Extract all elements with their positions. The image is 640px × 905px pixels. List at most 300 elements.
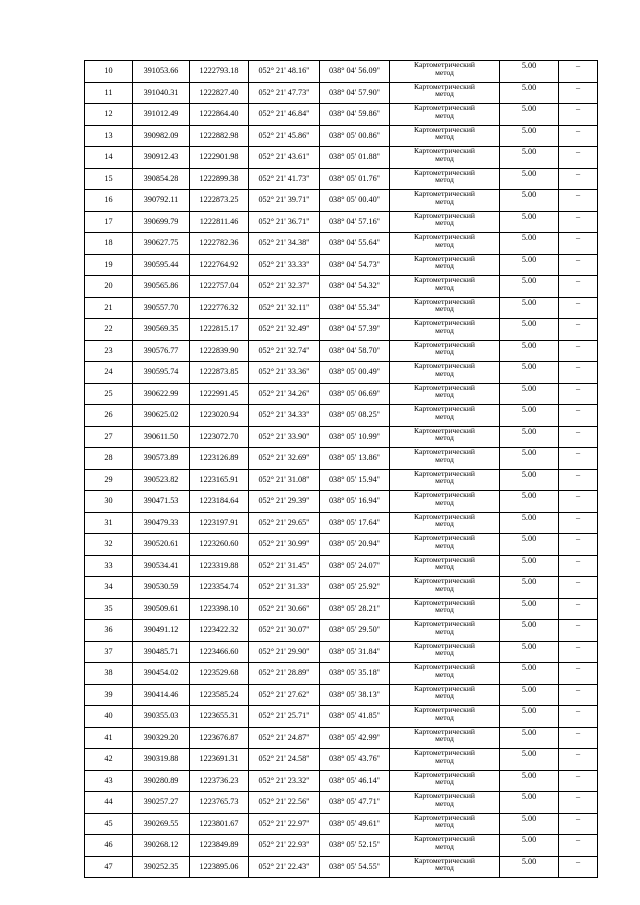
- method-line-1: Картометрический: [414, 791, 475, 800]
- latitude-cell: 052° 21' 30.07": [249, 620, 320, 642]
- point-number-cell: 17: [85, 211, 133, 233]
- longitude-cell: 038° 05' 31.84": [320, 641, 390, 663]
- table-row: [85, 684, 598, 706]
- method-line-1: Картометрический: [414, 469, 475, 478]
- method-cell: [390, 835, 500, 857]
- x-coordinate-cell: 390792.11: [133, 190, 190, 212]
- latitude-cell: 052° 21' 31.45": [249, 555, 320, 577]
- longitude-cell: 038° 05' 06.69": [320, 383, 390, 405]
- note-cell: –: [559, 491, 598, 513]
- point-number-cell: 16: [85, 190, 133, 212]
- note-cell: –: [559, 340, 598, 362]
- point-number-cell: 20: [85, 276, 133, 298]
- method-line-1: Картометрический: [414, 490, 475, 499]
- point-number-cell: 26: [85, 405, 133, 427]
- method-cell: [390, 125, 500, 147]
- accuracy-cell: 5.00: [500, 620, 559, 642]
- method-line-2: метод: [435, 626, 454, 636]
- note-cell: –: [559, 749, 598, 771]
- table-row: [85, 727, 598, 749]
- point-number-cell: 47: [85, 856, 133, 878]
- method-line-2: метод: [435, 863, 454, 873]
- longitude-cell: 038° 05' 13.86": [320, 448, 390, 470]
- longitude-cell: 038° 05' 01.76": [320, 168, 390, 190]
- method-line-2: метод: [435, 841, 454, 851]
- note-cell: –: [559, 147, 598, 169]
- method-line-1: Картометрический: [414, 598, 475, 607]
- accuracy-cell: 5.00: [500, 61, 559, 83]
- point-number-cell: 37: [85, 641, 133, 663]
- y-coordinate-cell: 1222839.90: [190, 340, 249, 362]
- accuracy-cell: 5.00: [500, 362, 559, 384]
- method-line-2: метод: [435, 282, 454, 292]
- accuracy-cell: 5.00: [500, 383, 559, 405]
- accuracy-cell: 5.00: [500, 770, 559, 792]
- point-number-cell: 45: [85, 813, 133, 835]
- note-cell: –: [559, 534, 598, 556]
- point-number-cell: 41: [85, 727, 133, 749]
- method-line-1: Картометрический: [414, 684, 475, 693]
- method-cell: [390, 706, 500, 728]
- method-cell: [390, 663, 500, 685]
- note-cell: –: [559, 168, 598, 190]
- point-number-cell: 28: [85, 448, 133, 470]
- point-number-cell: 44: [85, 792, 133, 814]
- table-row: [85, 168, 598, 190]
- method-cell: [390, 577, 500, 599]
- latitude-cell: 052° 21' 46.84": [249, 104, 320, 126]
- point-number-cell: 23: [85, 340, 133, 362]
- note-cell: –: [559, 856, 598, 878]
- method-line-1: Картометрический: [414, 619, 475, 628]
- method-line-1: Картометрический: [414, 211, 475, 220]
- longitude-cell: 038° 05' 47.71": [320, 792, 390, 814]
- table-row: [85, 749, 598, 771]
- table-row: [85, 835, 598, 857]
- x-coordinate-cell: 390569.35: [133, 319, 190, 341]
- method-line-2: метод: [435, 562, 454, 572]
- point-number-cell: 39: [85, 684, 133, 706]
- point-number-cell: 38: [85, 663, 133, 685]
- method-line-2: метод: [435, 712, 454, 722]
- latitude-cell: 052° 21' 47.73": [249, 82, 320, 104]
- note-cell: –: [559, 319, 598, 341]
- y-coordinate-cell: 1222899.38: [190, 168, 249, 190]
- point-number-cell: 43: [85, 770, 133, 792]
- table-row: [85, 663, 598, 685]
- method-line-1: Картометрический: [414, 361, 475, 370]
- point-number-cell: 34: [85, 577, 133, 599]
- longitude-cell: 038° 04' 54.32": [320, 276, 390, 298]
- method-line-2: метод: [435, 648, 454, 658]
- method-line-1: Картометрический: [414, 813, 475, 822]
- accuracy-cell: 5.00: [500, 598, 559, 620]
- method-cell: [390, 856, 500, 878]
- accuracy-cell: 5.00: [500, 792, 559, 814]
- table-row: [85, 319, 598, 341]
- y-coordinate-cell: 1222811.46: [190, 211, 249, 233]
- point-number-cell: 11: [85, 82, 133, 104]
- method-line-2: метод: [435, 153, 454, 163]
- table-row: [85, 104, 598, 126]
- latitude-cell: 052° 21' 48.16": [249, 61, 320, 83]
- accuracy-cell: 5.00: [500, 512, 559, 534]
- y-coordinate-cell: 1222873.85: [190, 362, 249, 384]
- latitude-cell: 052° 21' 33.36": [249, 362, 320, 384]
- y-coordinate-cell: 1223319.88: [190, 555, 249, 577]
- x-coordinate-cell: 390268.12: [133, 835, 190, 857]
- method-line-2: метод: [435, 261, 454, 271]
- table-row: [85, 792, 598, 814]
- latitude-cell: 052° 21' 22.93": [249, 835, 320, 857]
- table-row: [85, 598, 598, 620]
- method-cell: [390, 340, 500, 362]
- note-cell: –: [559, 405, 598, 427]
- point-number-cell: 33: [85, 555, 133, 577]
- table-row: [85, 340, 598, 362]
- y-coordinate-cell: 1223020.94: [190, 405, 249, 427]
- note-cell: –: [559, 813, 598, 835]
- table-row: [85, 233, 598, 255]
- accuracy-cell: 5.00: [500, 405, 559, 427]
- note-cell: –: [559, 792, 598, 814]
- method-cell: [390, 749, 500, 771]
- method-cell: [390, 61, 500, 83]
- latitude-cell: 052° 21' 31.33": [249, 577, 320, 599]
- method-line-2: метод: [435, 196, 454, 206]
- method-cell: [390, 104, 500, 126]
- latitude-cell: 052° 21' 32.11": [249, 297, 320, 319]
- method-line-2: метод: [435, 734, 454, 744]
- y-coordinate-cell: 1223197.91: [190, 512, 249, 534]
- latitude-cell: 052° 21' 36.71": [249, 211, 320, 233]
- table-row: [85, 297, 598, 319]
- note-cell: –: [559, 512, 598, 534]
- latitude-cell: 052° 21' 33.33": [249, 254, 320, 276]
- y-coordinate-cell: 1222882.98: [190, 125, 249, 147]
- y-coordinate-cell: 1223801.67: [190, 813, 249, 835]
- table-row: [85, 82, 598, 104]
- method-line-2: метод: [435, 540, 454, 550]
- point-number-cell: 13: [85, 125, 133, 147]
- longitude-cell: 038° 05' 49.61": [320, 813, 390, 835]
- y-coordinate-cell: 1222991.45: [190, 383, 249, 405]
- latitude-cell: 052° 21' 28.89": [249, 663, 320, 685]
- method-line-2: метод: [435, 175, 454, 185]
- latitude-cell: 052° 21' 31.08": [249, 469, 320, 491]
- longitude-cell: 038° 05' 25.92": [320, 577, 390, 599]
- x-coordinate-cell: 390471.53: [133, 491, 190, 513]
- x-coordinate-cell: 390573.89: [133, 448, 190, 470]
- method-line-1: Картометрический: [414, 168, 475, 177]
- coordinates-table: [84, 60, 598, 878]
- note-cell: –: [559, 770, 598, 792]
- longitude-cell: 038° 04' 54.73": [320, 254, 390, 276]
- point-number-cell: 46: [85, 835, 133, 857]
- longitude-cell: 038° 05' 16.94": [320, 491, 390, 513]
- note-cell: –: [559, 426, 598, 448]
- x-coordinate-cell: 390252.35: [133, 856, 190, 878]
- method-line-2: метод: [435, 433, 454, 443]
- accuracy-cell: 5.00: [500, 555, 559, 577]
- y-coordinate-cell: 1223765.73: [190, 792, 249, 814]
- longitude-cell: 038° 04' 55.34": [320, 297, 390, 319]
- note-cell: –: [559, 362, 598, 384]
- method-line-2: метод: [435, 519, 454, 529]
- x-coordinate-cell: 390611.50: [133, 426, 190, 448]
- accuracy-cell: 5.00: [500, 82, 559, 104]
- method-line-2: метод: [435, 368, 454, 378]
- latitude-cell: 052° 21' 32.69": [249, 448, 320, 470]
- method-line-2: метод: [435, 454, 454, 464]
- x-coordinate-cell: 390576.77: [133, 340, 190, 362]
- accuracy-cell: 5.00: [500, 297, 559, 319]
- method-line-1: Картометрический: [414, 641, 475, 650]
- y-coordinate-cell: 1223676.87: [190, 727, 249, 749]
- method-line-1: Картометрический: [414, 447, 475, 456]
- y-coordinate-cell: 1223260.60: [190, 534, 249, 556]
- method-line-1: Картометрический: [414, 662, 475, 671]
- latitude-cell: 052° 21' 23.32": [249, 770, 320, 792]
- x-coordinate-cell: 390414.46: [133, 684, 190, 706]
- method-line-1: Картометрический: [414, 82, 475, 91]
- x-coordinate-cell: 390565.86: [133, 276, 190, 298]
- note-cell: –: [559, 233, 598, 255]
- table-row: [85, 491, 598, 513]
- table-row: [85, 254, 598, 276]
- accuracy-cell: 5.00: [500, 813, 559, 835]
- accuracy-cell: 5.00: [500, 448, 559, 470]
- note-cell: –: [559, 663, 598, 685]
- y-coordinate-cell: 1223529.68: [190, 663, 249, 685]
- x-coordinate-cell: 390355.03: [133, 706, 190, 728]
- point-number-cell: 18: [85, 233, 133, 255]
- latitude-cell: 052° 21' 22.43": [249, 856, 320, 878]
- y-coordinate-cell: 1222827.40: [190, 82, 249, 104]
- y-coordinate-cell: 1223691.31: [190, 749, 249, 771]
- y-coordinate-cell: 1223585.24: [190, 684, 249, 706]
- method-line-1: Картометрический: [414, 834, 475, 843]
- note-cell: –: [559, 448, 598, 470]
- table-row: [85, 426, 598, 448]
- latitude-cell: 052° 21' 45.86": [249, 125, 320, 147]
- latitude-cell: 052° 21' 32.49": [249, 319, 320, 341]
- accuracy-cell: 5.00: [500, 469, 559, 491]
- method-line-1: Картометрический: [414, 125, 475, 134]
- method-line-1: Картометрический: [414, 318, 475, 327]
- latitude-cell: 052° 21' 24.87": [249, 727, 320, 749]
- x-coordinate-cell: 390509.61: [133, 598, 190, 620]
- y-coordinate-cell: 1222757.04: [190, 276, 249, 298]
- accuracy-cell: 5.00: [500, 856, 559, 878]
- longitude-cell: 038° 04' 55.64": [320, 233, 390, 255]
- longitude-cell: 038° 04' 58.70": [320, 340, 390, 362]
- method-line-1: Картометрический: [414, 404, 475, 413]
- accuracy-cell: 5.00: [500, 684, 559, 706]
- method-cell: [390, 641, 500, 663]
- longitude-cell: 038° 05' 41.85": [320, 706, 390, 728]
- table-row: [85, 61, 598, 83]
- method-line-1: Картометрический: [414, 426, 475, 435]
- table-row: [85, 813, 598, 835]
- point-number-cell: 30: [85, 491, 133, 513]
- point-number-cell: 14: [85, 147, 133, 169]
- longitude-cell: 038° 05' 20.94": [320, 534, 390, 556]
- y-coordinate-cell: 1222793.18: [190, 61, 249, 83]
- longitude-cell: 038° 04' 56.09": [320, 61, 390, 83]
- latitude-cell: 052° 21' 30.99": [249, 534, 320, 556]
- accuracy-cell: 5.00: [500, 233, 559, 255]
- method-line-1: Картометрический: [414, 705, 475, 714]
- method-line-2: метод: [435, 605, 454, 615]
- note-cell: –: [559, 641, 598, 663]
- note-cell: –: [559, 125, 598, 147]
- method-line-2: метод: [435, 411, 454, 421]
- y-coordinate-cell: 1222873.25: [190, 190, 249, 212]
- y-coordinate-cell: 1223736.23: [190, 770, 249, 792]
- latitude-cell: 052° 21' 30.66": [249, 598, 320, 620]
- accuracy-cell: 5.00: [500, 168, 559, 190]
- table-row: [85, 405, 598, 427]
- x-coordinate-cell: 390627.75: [133, 233, 190, 255]
- point-number-cell: 36: [85, 620, 133, 642]
- latitude-cell: 052° 21' 32.37": [249, 276, 320, 298]
- table-row: [85, 706, 598, 728]
- accuracy-cell: 5.00: [500, 706, 559, 728]
- x-coordinate-cell: 390625.02: [133, 405, 190, 427]
- method-line-2: метод: [435, 218, 454, 228]
- longitude-cell: 038° 05' 24.07": [320, 555, 390, 577]
- x-coordinate-cell: 390269.55: [133, 813, 190, 835]
- method-line-1: Картометрический: [414, 727, 475, 736]
- latitude-cell: 052° 21' 22.97": [249, 813, 320, 835]
- note-cell: –: [559, 254, 598, 276]
- latitude-cell: 052° 21' 34.38": [249, 233, 320, 255]
- method-line-2: метод: [435, 583, 454, 593]
- longitude-cell: 038° 05' 00.86": [320, 125, 390, 147]
- note-cell: –: [559, 727, 598, 749]
- point-number-cell: 19: [85, 254, 133, 276]
- latitude-cell: 052° 21' 27.62": [249, 684, 320, 706]
- x-coordinate-cell: 390257.27: [133, 792, 190, 814]
- y-coordinate-cell: 1223184.64: [190, 491, 249, 513]
- x-coordinate-cell: 390319.88: [133, 749, 190, 771]
- x-coordinate-cell: 390523.82: [133, 469, 190, 491]
- method-line-2: метод: [435, 239, 454, 249]
- method-cell: [390, 254, 500, 276]
- method-cell: [390, 233, 500, 255]
- x-coordinate-cell: 390595.44: [133, 254, 190, 276]
- method-cell: [390, 598, 500, 620]
- note-cell: –: [559, 211, 598, 233]
- latitude-cell: 052° 21' 41.73": [249, 168, 320, 190]
- longitude-cell: 038° 05' 28.21": [320, 598, 390, 620]
- longitude-cell: 038° 05' 42.99": [320, 727, 390, 749]
- point-number-cell: 15: [85, 168, 133, 190]
- method-cell: [390, 555, 500, 577]
- latitude-cell: 052° 21' 24.58": [249, 749, 320, 771]
- method-line-2: метод: [435, 304, 454, 314]
- latitude-cell: 052° 21' 34.33": [249, 405, 320, 427]
- method-line-2: метод: [435, 325, 454, 335]
- method-cell: [390, 727, 500, 749]
- y-coordinate-cell: 1222764.92: [190, 254, 249, 276]
- y-coordinate-cell: 1223072.70: [190, 426, 249, 448]
- accuracy-cell: 5.00: [500, 340, 559, 362]
- note-cell: –: [559, 555, 598, 577]
- note-cell: –: [559, 104, 598, 126]
- method-line-1: Картометрический: [414, 60, 475, 69]
- y-coordinate-cell: 1222901.98: [190, 147, 249, 169]
- accuracy-cell: 5.00: [500, 104, 559, 126]
- longitude-cell: 038° 05' 52.15": [320, 835, 390, 857]
- method-cell: [390, 770, 500, 792]
- point-number-cell: 21: [85, 297, 133, 319]
- x-coordinate-cell: 390479.33: [133, 512, 190, 534]
- method-line-1: Картометрический: [414, 340, 475, 349]
- table-row: [85, 147, 598, 169]
- method-line-1: Картометрический: [414, 254, 475, 263]
- longitude-cell: 038° 04' 57.16": [320, 211, 390, 233]
- accuracy-cell: 5.00: [500, 663, 559, 685]
- method-line-1: Картометрический: [414, 748, 475, 757]
- y-coordinate-cell: 1223422.32: [190, 620, 249, 642]
- method-cell: [390, 297, 500, 319]
- note-cell: –: [559, 620, 598, 642]
- accuracy-cell: 5.00: [500, 534, 559, 556]
- longitude-cell: 038° 04' 57.90": [320, 82, 390, 104]
- method-cell: [390, 362, 500, 384]
- method-cell: [390, 469, 500, 491]
- point-number-cell: 40: [85, 706, 133, 728]
- method-line-2: метод: [435, 497, 454, 507]
- accuracy-cell: 5.00: [500, 125, 559, 147]
- accuracy-cell: 5.00: [500, 254, 559, 276]
- method-cell: [390, 383, 500, 405]
- accuracy-cell: 5.00: [500, 835, 559, 857]
- table-row: [85, 276, 598, 298]
- latitude-cell: 052° 21' 29.90": [249, 641, 320, 663]
- latitude-cell: 052° 21' 39.71": [249, 190, 320, 212]
- note-cell: –: [559, 835, 598, 857]
- y-coordinate-cell: 1223895.06: [190, 856, 249, 878]
- method-line-2: метод: [435, 110, 454, 120]
- method-cell: [390, 168, 500, 190]
- method-line-1: Картометрический: [414, 275, 475, 284]
- method-cell: [390, 276, 500, 298]
- longitude-cell: 038° 05' 54.55": [320, 856, 390, 878]
- method-line-1: Картометрический: [414, 512, 475, 521]
- accuracy-cell: 5.00: [500, 641, 559, 663]
- method-line-1: Картометрический: [414, 856, 475, 865]
- x-coordinate-cell: 390454.02: [133, 663, 190, 685]
- longitude-cell: 038° 05' 43.76": [320, 749, 390, 771]
- y-coordinate-cell: 1223354.74: [190, 577, 249, 599]
- note-cell: –: [559, 383, 598, 405]
- point-number-cell: 24: [85, 362, 133, 384]
- longitude-cell: 038° 05' 38.13": [320, 684, 390, 706]
- x-coordinate-cell: 391053.66: [133, 61, 190, 83]
- table-body: [85, 61, 598, 878]
- longitude-cell: 038° 05' 00.40": [320, 190, 390, 212]
- longitude-cell: 038° 05' 17.64": [320, 512, 390, 534]
- latitude-cell: 052° 21' 29.65": [249, 512, 320, 534]
- x-coordinate-cell: 390557.70: [133, 297, 190, 319]
- longitude-cell: 038° 05' 08.25": [320, 405, 390, 427]
- x-coordinate-cell: 390534.41: [133, 555, 190, 577]
- note-cell: –: [559, 598, 598, 620]
- y-coordinate-cell: 1223126.89: [190, 448, 249, 470]
